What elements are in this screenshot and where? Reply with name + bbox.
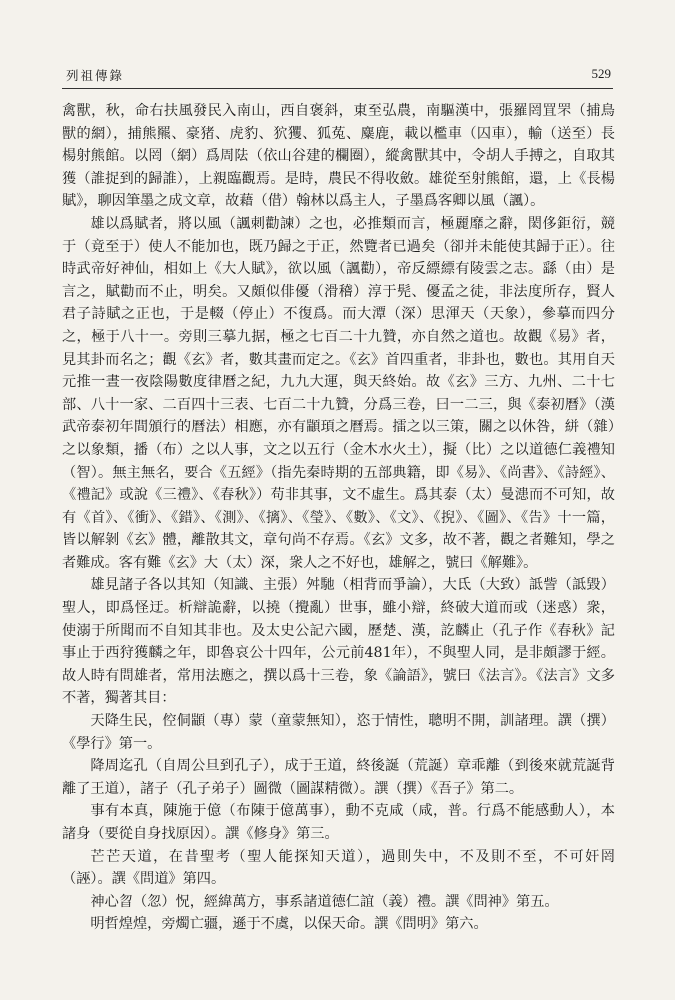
paragraph: 雄以爲賦者，將以風（諷刺勸諫）之也，必推類而言，極麗靡之辭，閎侈鉅衍，競于（竟至于）使人不能加也，既乃歸之于正，然覽者已過矣（卻并未能使其歸于正）。往時武帝好神仙，相如上《大人賦》，欲以風（諷勸），帝反縹縹有陵雲之志。繇（由）是言之，賦勸而不止，明矣。又頗似俳優（滑稽）淳于髡、優孟之徒，非法度所存，賢人君子詩賦之正也，于是輟（停止）不復爲。而大潭（深）思渾天（天象），參摹而四分之，極于八十一。旁則三摹九据，極之七百二十九贊，亦自然之道也。故觀《易》者，見其卦而名之；觀《玄》者，數其畫而定之。《玄》首四重者，非卦也，數也。其用自天元推一晝一夜陰陽數度律曆之紀，九九大運，與天終始。故《玄》三方、九州、二十七部、八十一家、二百四十三表、七百二十九贊，分爲三卷，曰一二三，與《泰初曆》（漢武帝泰初年間頒行的曆法）相應，亦有顓頊之曆焉。擂之以三策，關之以休咎，絣（雜）之以象類，播（布）之以人事，文之以五行（金木水火土），擬（比）之以道德仁義禮知（智）。無主無名，要合《五經》（指先秦時期的五部典籍，即《易》、《尚書》、《詩經》、《禮記》或說《三禮》、《春秋》）苟非其事，文不虛生。爲其泰（太）曼漶而不可知，故有《首》、《衝》、《錯》、《測》、《摛》、《瑩》、《數》、《文》、《掜》、《圖》、《告》十一篇，皆以解剝《玄》體，離散其文，章句尚不存焉。《玄》文多，故不著，觀之者難知，學之者難成。客有難《玄》大（太）深，衆人之不好也，雄解之，號曰《解難》。 bbox=[62, 215, 615, 571]
paragraph: 明哲煌煌，旁燭亡疆，遜于不虞，以保天命。譔《問明》第六。 bbox=[90, 916, 488, 933]
paragraph: 事有本真，陳施于億（布陳于億萬事），動不克咸（咸，普。行爲不能感動人），本諸身（要從自身找原因）。譔《修身》第三。 bbox=[62, 803, 615, 842]
page-header bbox=[62, 62, 613, 89]
body-text bbox=[62, 100, 615, 936]
page-number: 529 bbox=[591, 66, 611, 81]
paragraph: 降周迄孔（自周公旦到孔子），成于王道，終後誕（荒誕）章乖離（到後來就荒誕背離了王道），諸子（孔子弟子）圖微（圖謀精微）。譔（撰）《吾子》第二。 bbox=[62, 758, 615, 797]
paragraph: 天降生民，倥侗顓（專）蒙（童蒙無知），恣于情性，聰明不開，訓諸理。譔（撰）《學行》第一。 bbox=[62, 713, 615, 752]
paragraph: 神心曶（忽）怳，經緯萬方，事系諸道德仁誼（義）禮。譔《問神》第五。 bbox=[90, 893, 559, 910]
paragraph: 雄見諸子各以其知（知識、主張）舛馳（相背而爭論），大氐（大致）詆訾（詆毀）聖人，即爲怪迂。析辯詭辭，以撓（攪亂）世事，雖小辯，終破大道而或（迷惑）衆，使溺于所聞而不自知其非也。及太史公記六國，歷楚、漢，訖麟止（孔子作《春秋》記事止于西狩獲麟之年，即魯哀公十四年，公元前481年），不與聖人同，是非頗謬于經。故人時有問雄者，常用法應之，撰以爲十三卷，象《論語》，號曰《法言》。《法言》文多不著，獨著其目： bbox=[62, 577, 615, 707]
paragraph: 禽獸，秋，命右扶風發民入南山，西自褒斜，東至弘農，南驅漢中，張羅罔罝罘（捕鳥獸的網），捕熊羆、豪猪、虎豹、狖玃、狐菟、麋鹿，載以檻車（囚車），輸（送至）長楊射熊館。以罔（網）爲周阹（依山谷建的欄圈），縱禽獸其中，令胡人手搏之，自取其獲（誰捉到的歸誰），上親臨觀焉。是時，農民不得收斂。雄從至射熊館，還，上《長楊賦》，聊因筆墨之成文章，故藉（借）翰林以爲主人，子墨爲客卿以風（諷）。 bbox=[62, 103, 615, 210]
running-title: 列祖傳錄 bbox=[66, 68, 125, 83]
paragraph: 芒芒天道，在昔聖考（聖人能探知天道），過則失中，不及則不至，不可奸罔（誣）。譔《問道》第四。 bbox=[62, 848, 615, 888]
